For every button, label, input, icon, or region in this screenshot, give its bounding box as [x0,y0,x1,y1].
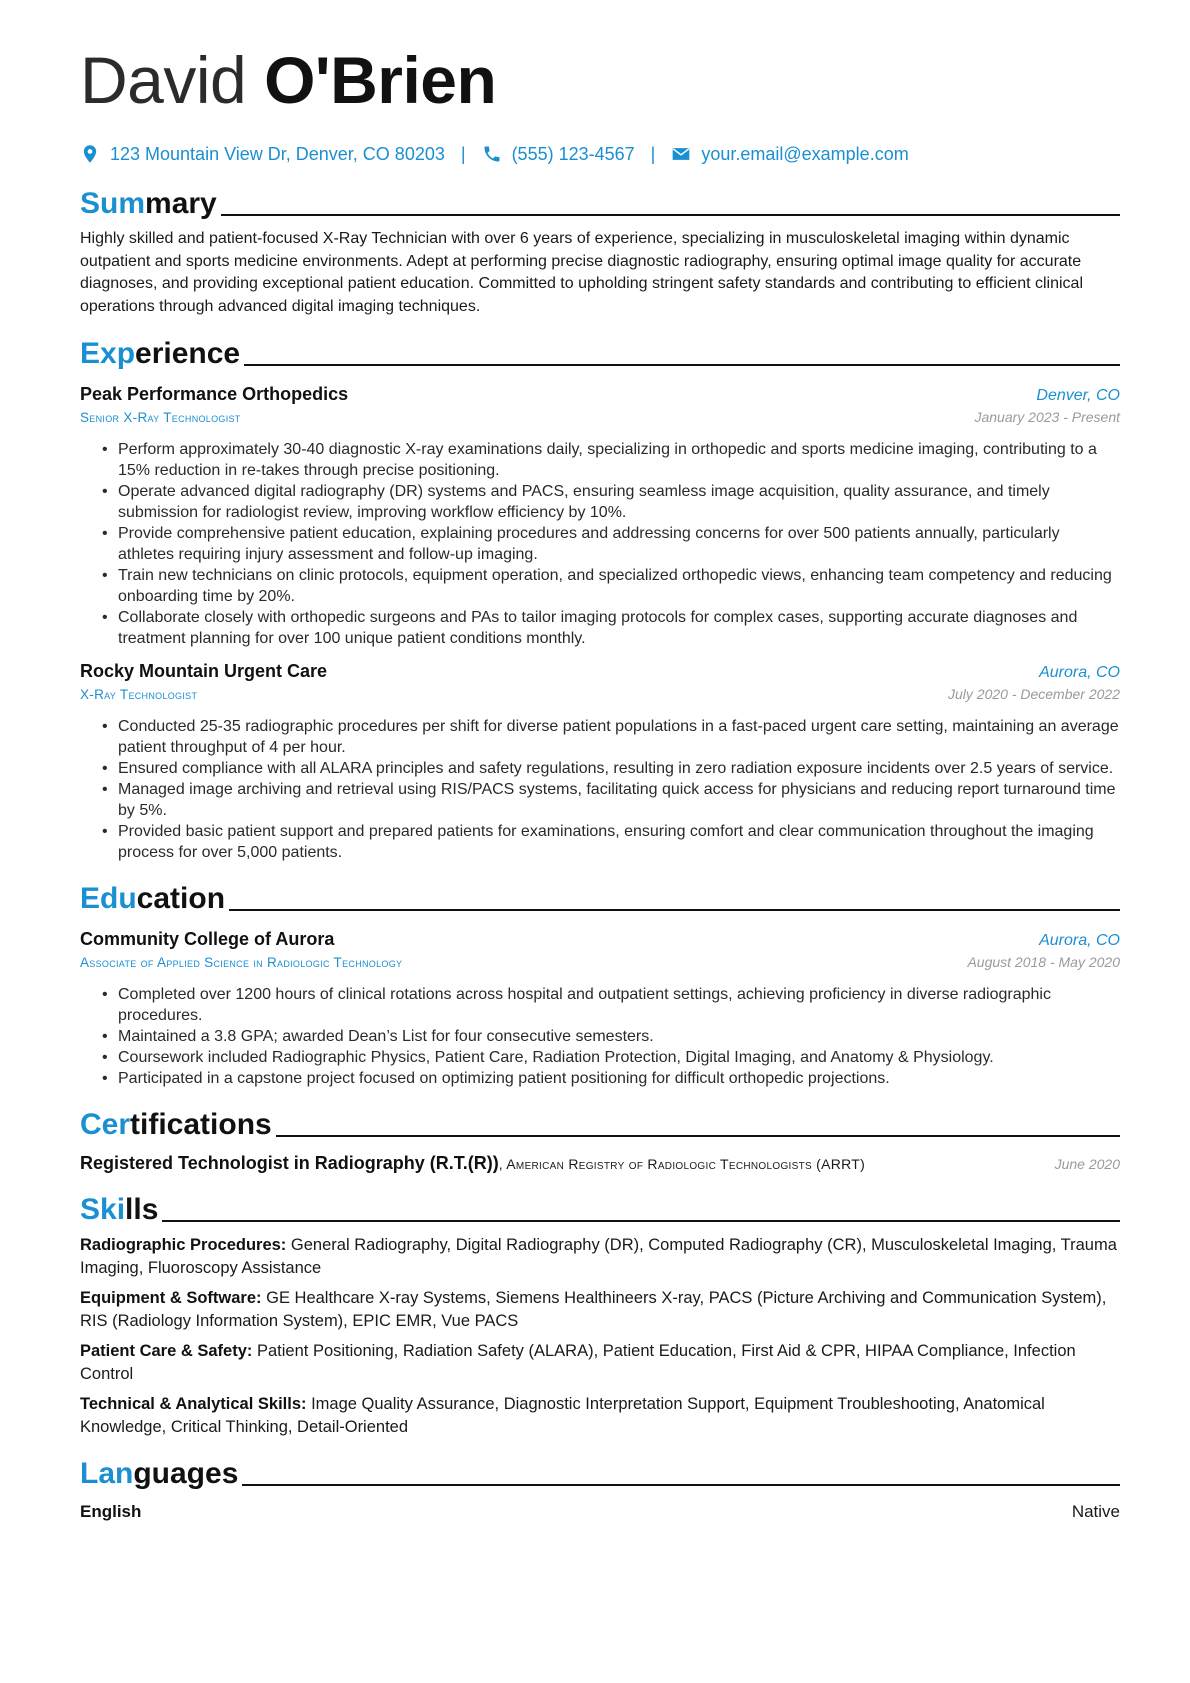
skill-label: Patient Care & Safety: [80,1342,253,1360]
list-item: • Maintained a 3.8 GPA; awarded Dean’s List for four consecutive semesters. [102,1026,1120,1047]
skill-group [80,1393,1120,1438]
education-section [80,877,1120,1089]
languages-section [80,1452,1120,1522]
skill-group [80,1340,1120,1385]
job-title: X-Ray Technologist [80,687,198,702]
phone-text[interactable]: (555) 123-4567 [511,143,635,164]
first-name: David [80,43,247,117]
education-bullets [80,984,1120,1089]
skill-values: GE Healthcare X-ray Systems, Siemens Healthineers X-ray, PACS (Picture Archiving and Communication System), RIS (Radiology Information System), EPIC EMR, Vue PACS [80,1289,1107,1330]
section-header [80,877,1120,917]
section-rule [221,214,1120,216]
job-dates: January 2023 - Present [974,409,1120,425]
contact-separator: | [460,143,466,164]
job-bullets [80,439,1120,649]
job-company: Rocky Mountain Urgent Care [80,661,328,681]
skill-group [80,1287,1120,1332]
list-item: • Train new technicians on clinic protocols, equipment operation, and specialized orthopedic views, enhancing team competency and reducing onboarding time by 20%. [102,565,1120,607]
list-item: • Participated in a capstone project focused on optimizing patient positioning for difficult orthopedic projections. [102,1068,1120,1089]
address-item [80,144,445,165]
section-title: Certifications [80,1108,272,1141]
section-header [80,1188,1120,1228]
job-company: Peak Performance Orthopedics [80,384,349,404]
list-item: • Ensured compliance with all ALARA principles and safety regulations, resulting in zero radiation exposure incidents over 2.5 years of service. [102,758,1120,779]
summary-text: Highly skilled and patient-focused X-Ray Technician with over 6 years of experience, specializing in musculoskeletal imaging within dynamic outpatient and sports medicine environments. Adept at performing precise diagnostic radiography, ensuring optimal image quality for accurate diagnoses, and providing exceptional patient education. Committed to upholding stringent safety standards and contributing to efficient clinical operations through advanced digital imaging techniques. [80,230,1083,315]
section-title: Education [80,882,226,915]
list-item: • Completed over 1200 hours of clinical rotations across hospital and outpatient settings, achieving proficiency in diverse radiographic procedures. [102,984,1120,1026]
skill-values: Image Quality Assurance, Diagnostic Interpretation Support, Equipment Troubleshooting, Anatomical Knowledge, Critical Thinking, Detail-Oriented [80,1395,1045,1436]
language-level: Native [1071,1502,1120,1521]
section-header [80,1452,1120,1492]
job-bullets [80,716,1120,863]
section-rule [242,1484,1120,1486]
section-title: Summary [80,187,217,220]
last-name: O'Brien [264,43,497,117]
list-item: • Operate advanced digital radiography (DR) systems and PACS, ensuring seamless image acquisition, quality assurance, and timely submission for radiologist review, improving workflow efficiency by 10%. [102,481,1120,523]
resume-page [80,40,1120,1522]
list-item: • Perform approximately 30-40 diagnostic X-ray examinations daily, specializing in orthopedic and sports medicine imaging, contributing to a 15% reduction in re-takes through precise positioning. [102,439,1120,481]
contact-separator: | [650,143,656,164]
section-rule [162,1220,1120,1222]
experience-section [80,332,1120,863]
skill-values: General Radiography, Digital Radiography (DR), Computed Radiography (CR), Musculoskeletal Imaging, Trauma Imaging, Fluoroscopy Assistance [80,1236,1117,1277]
skills-list [80,1234,1120,1438]
email-link[interactable]: your.email@example.com [701,143,909,164]
section-title: Languages [80,1457,239,1490]
certification-date: June 2020 [1054,1156,1120,1172]
list-item: • Provided basic patient support and prepared patients for examinations, ensuring comfort and clear communication throughout the imaging process for over 5,000 patients. [102,821,1120,863]
list-item: • Collaborate closely with orthopedic surgeons and PAs to tailor imaging protocols for complex cases, supporting accurate diagnoses and treatment planning for over 100 unique patient conditions monthly. [102,607,1120,649]
envelope-icon [671,144,691,164]
education-dates: August 2018 - May 2020 [967,954,1120,970]
section-header [80,1103,1120,1143]
certification-entry: Registered Technologist in Radiography (R.T.(R)), American Registry of Radiologic Technologists (ARRT) June 2020 [80,1153,1120,1173]
skill-label: Technical & Analytical Skills: [80,1395,307,1413]
certification-issuer: American Registry of Radiologic Technologists (ARRT) [506,1156,866,1172]
list-item: • Conducted 25-35 radiographic procedures per shift for diverse patient populations in a fast-paced urgent care setting, maintaining an average patient throughput of 4 per hour. [102,716,1120,758]
language-name: English [80,1502,142,1521]
list-item: • Provide comprehensive patient education, explaining procedures and addressing concerns for over 500 patients annually, particularly athletes requiring injury assessment and follow-up imaging. [102,523,1120,565]
job-entry [80,384,1120,649]
email-item [671,144,908,165]
certification-name: Registered Technologist in Radiography (R.T.(R)) [80,1153,499,1173]
skill-label: Radiographic Procedures: [80,1236,287,1254]
job-title: Senior X-Ray Technologist [80,410,241,425]
degree-title: Associate of Applied Science in Radiologic Technology [80,955,403,970]
school-name: Community College of Aurora [80,929,335,949]
school-location: Aurora, CO [1039,932,1120,949]
section-title: Skills [80,1193,159,1226]
job-entry [80,661,1120,863]
address-text[interactable]: 123 Mountain View Dr, Denver, CO 80203 [110,143,445,164]
skill-values: Patient Positioning, Radiation Safety (ALARA), Patient Education, First Aid & CPR, HIPAA Compliance, Infection Control [80,1342,1076,1383]
skill-group [80,1234,1120,1279]
job-location: Aurora, CO [1039,664,1120,681]
education-entry [80,929,1120,1089]
section-rule [244,364,1120,366]
job-location: Denver, CO [1036,387,1120,404]
job-dates: July 2020 - December 2022 [948,686,1120,702]
section-title: Experience [80,337,241,370]
list-item: • Coursework included Radiographic Physics, Patient Care, Radiation Protection, Digital Imaging, and Anatomy & Physiology. [102,1047,1120,1068]
contact-line [80,140,1120,168]
section-rule [229,909,1120,911]
phone-icon [482,144,502,164]
list-item: • Managed image archiving and retrieval using RIS/PACS systems, facilitating quick access for physicians and reducing report turnaround time by 5%. [102,779,1120,821]
section-header [80,182,1120,222]
section-rule [276,1135,1120,1137]
skill-label: Equipment & Software: [80,1289,262,1307]
skills-section [80,1188,1120,1438]
certifications-section [80,1103,1120,1174]
section-header [80,332,1120,372]
language-row [80,1502,1120,1522]
map-pin-icon [80,144,100,164]
summary-section [80,182,1120,318]
candidate-name [80,40,1120,120]
phone-item [482,144,635,165]
